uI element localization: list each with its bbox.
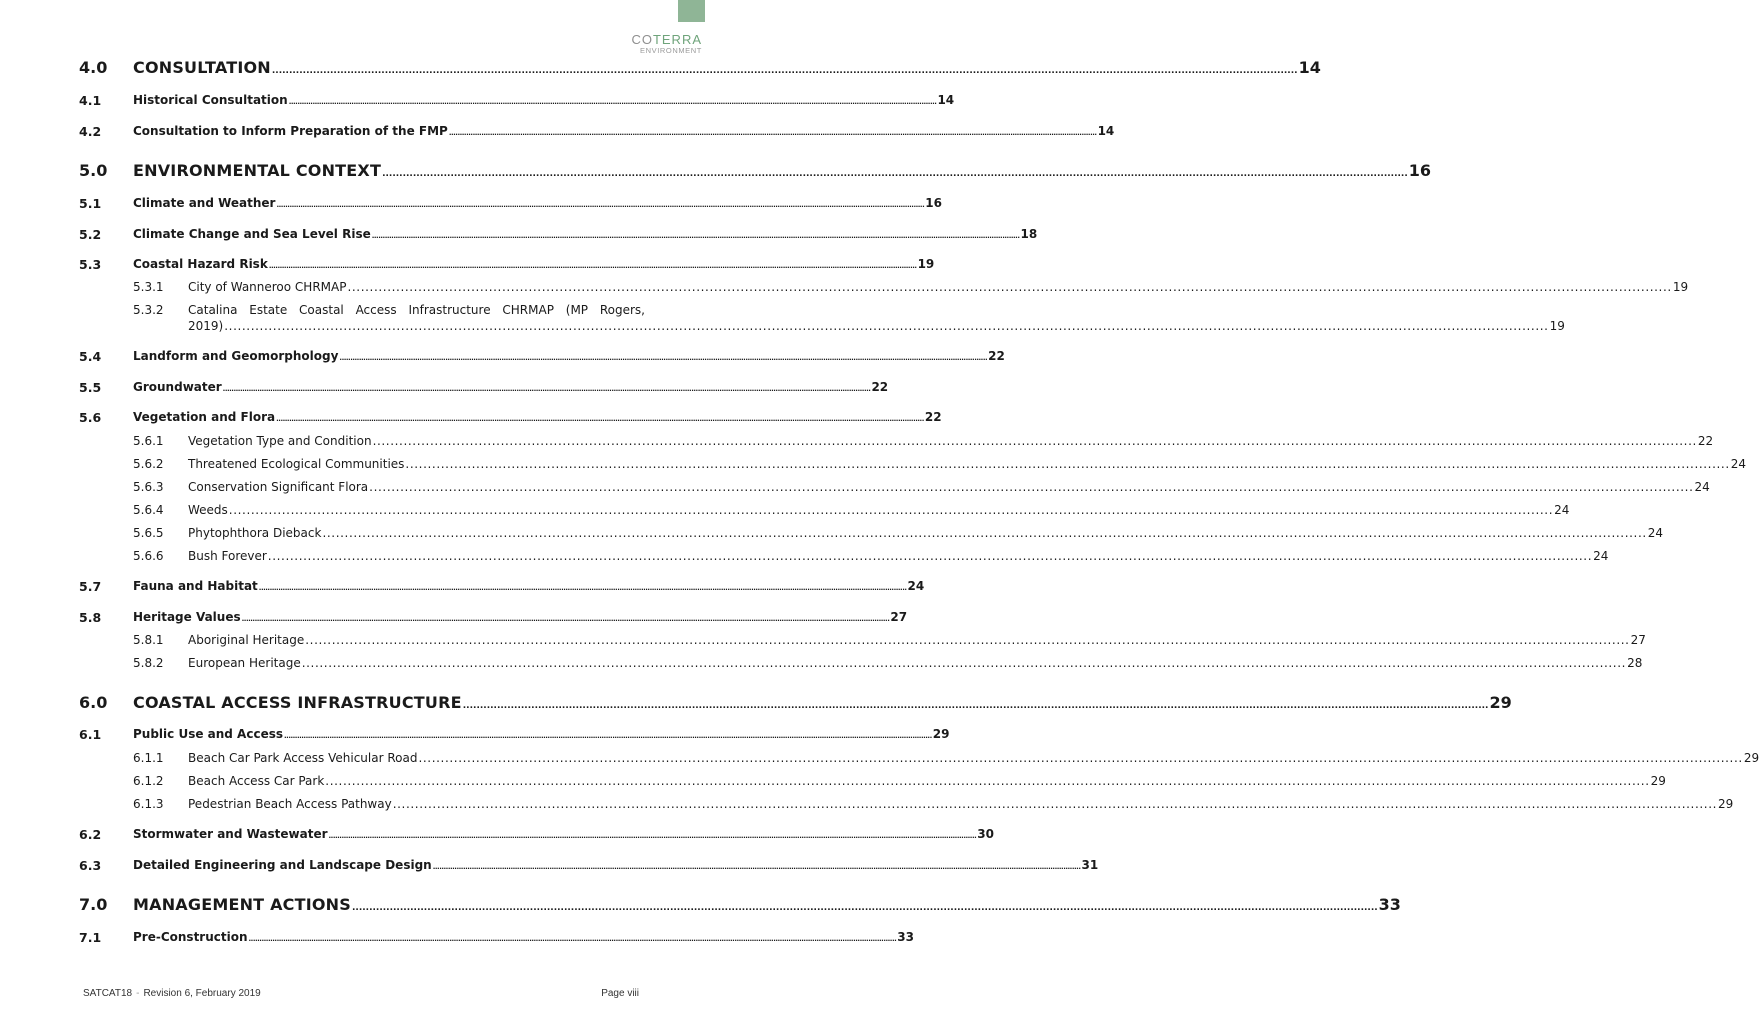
toc-page-number: 24 <box>1730 457 1747 471</box>
toc-title: Pre-Construction <box>133 930 248 944</box>
toc-title: ENVIRONMENTAL CONTEXT <box>133 161 382 180</box>
toc-number: 5.7 <box>79 579 102 594</box>
toc-page-number: 14 <box>1298 58 1321 77</box>
toc-title: Weeds <box>188 503 228 517</box>
toc-page-number: 14 <box>1097 124 1115 138</box>
dot-leader: ............................................................................................................................................................................................................................................................................................................ <box>462 701 1489 711</box>
dot-leader: ............................................................................................................................................................................................................................................................................................................ <box>288 98 937 106</box>
toc-page-number: 19 <box>1549 319 1565 333</box>
dot-leader: ............................................................................................................................................................................................................................................................................................................ <box>325 774 1650 788</box>
toc-page-number: 33 <box>1378 895 1401 914</box>
toc-number: 5.0 <box>79 161 108 180</box>
toc-number: 5.6 <box>79 410 102 425</box>
toc-number: 7.0 <box>79 895 108 914</box>
dot-leader: ............................................................................................................................................................................................................................................................................................................ <box>369 480 1694 494</box>
toc-title: Public Use and Access <box>133 727 283 741</box>
dot-leader: ............................................................................................................................................................................................................................................................................................................ <box>301 656 1627 670</box>
toc-title: MANAGEMENT ACTIONS <box>133 895 351 914</box>
toc-title: Phytophthora Dieback <box>188 526 322 540</box>
toc-title: Climate Change and Sea Level Rise <box>133 227 371 241</box>
toc-title: Vegetation and Flora <box>133 410 276 424</box>
dot-leader: ............................................................................................................................................................................................................................................................................................................ <box>347 280 1672 294</box>
footer-doc-code: SATCAT18 <box>83 988 133 999</box>
toc-number: 6.0 <box>79 693 108 712</box>
toc-number: 5.3 <box>79 257 102 272</box>
toc-number: 5.8.1 <box>133 633 164 647</box>
toc-number: 5.6.4 <box>133 503 164 517</box>
toc-title: Vegetation Type and Condition <box>188 434 372 448</box>
dot-leader: ............................................................................................................................................................................................................................................................................................................ <box>372 434 1697 448</box>
dot-leader: ............................................................................................................................................................................................................................................................................................................ <box>228 503 1554 517</box>
toc-number: 5.8.2 <box>133 656 164 670</box>
dot-leader: ............................................................................................................................................................................................................................................................................................................ <box>222 385 871 393</box>
toc-title: Coastal Hazard Risk <box>133 257 268 271</box>
toc-number: 4.1 <box>79 93 102 108</box>
footer-separator: - <box>136 988 140 999</box>
toc-number: 5.8 <box>79 610 102 625</box>
toc-page-number: 31 <box>1081 858 1099 872</box>
toc-title: European Heritage <box>188 656 301 670</box>
toc-number: 5.6.6 <box>133 549 164 563</box>
corner-tab <box>678 0 705 22</box>
toc-number: 5.5 <box>79 380 102 395</box>
toc-title: Fauna and Habitat <box>133 579 258 593</box>
toc-page-number: 24 <box>1647 526 1664 540</box>
dot-leader: ............................................................................................................................................................................................................................................................................................................ <box>392 797 1718 811</box>
dot-leader: ............................................................................................................................................................................................................................................................................................................ <box>432 863 1081 871</box>
toc-number: 6.1 <box>79 727 102 742</box>
toc-number: 5.3.2 <box>133 303 164 317</box>
dot-leader: ............................................................................................................................................................................................................................................................................................................ <box>351 903 1378 913</box>
dot-leader: ............................................................................................................................................................................................................................................................................................................ <box>267 549 1593 563</box>
toc-number: 5.6.2 <box>133 457 164 471</box>
dot-leader: ............................................................................................................................................................................................................................................................................................................ <box>322 526 1647 540</box>
dot-leader: ............................................................................................................................................................................................................................................................................................................ <box>258 584 907 592</box>
toc-page-number: 16 <box>1408 161 1432 180</box>
toc-page-number: 19 <box>1672 280 1689 294</box>
toc-number: 5.6.5 <box>133 526 164 540</box>
dot-leader: ............................................................................................................................................................................................................................................................................................................ <box>405 457 1730 471</box>
dot-leader: ............................................................................................................................................................................................................................................................................................................ <box>276 201 925 209</box>
toc-title: Groundwater <box>133 380 222 394</box>
toc-number: 5.6.1 <box>133 434 164 448</box>
dot-leader: ............................................................................................................................................................................................................................................................................................................ <box>284 732 932 740</box>
dot-leader: ............................................................................................................................................................................................................................................................................................................ <box>271 66 1298 76</box>
dot-leader: ............................................................................................................................................................................................................................................................................................................ <box>448 129 1097 137</box>
toc-page-number: 19 <box>917 257 935 271</box>
toc-title: Threatened Ecological Communities <box>188 457 405 471</box>
footer-revision: Revision 6, February 2019 <box>143 988 261 999</box>
toc-title-line1: Catalina Estate Coastal Access Infrastructure CHRMAP (MP Rogers, <box>188 303 645 317</box>
toc-page-number: 24 <box>1554 503 1570 517</box>
toc-page-number: 29 <box>1489 693 1512 712</box>
toc-page-number: 18 <box>1020 227 1038 241</box>
dot-leader: ............................................................................................................................................................................................................................................................................................................ <box>382 169 1408 179</box>
toc-page-number: 14 <box>937 93 955 107</box>
toc-number: 6.1.1 <box>133 751 164 765</box>
toc-title: Conservation Significant Flora <box>188 480 369 494</box>
dot-leader: ............................................................................................................................................................................................................................................................................................................ <box>268 262 917 270</box>
toc-title: Climate and Weather <box>133 196 276 210</box>
toc-title: CONSULTATION <box>133 58 271 77</box>
toc-title: Heritage Values <box>133 610 241 624</box>
toc-title: Beach Car Park Access Vehicular Road <box>188 751 418 765</box>
toc-number: 6.2 <box>79 827 102 842</box>
footer-page-label: Page viii <box>601 988 639 999</box>
toc-page-number: 29 <box>1718 797 1734 811</box>
toc-title: COASTAL ACCESS INFRASTRUCTURE <box>133 693 462 712</box>
toc-number: 6.1.3 <box>133 797 164 811</box>
toc-number: 6.3 <box>79 858 102 873</box>
toc-number: 6.1.2 <box>133 774 164 788</box>
dot-leader: ............................................................................................................................................................................................................................................................................................................ <box>328 832 977 840</box>
dot-leader: ............................................................................................................................................................................................................................................................................................................ <box>241 615 890 623</box>
toc-title: Stormwater and Wastewater <box>133 827 328 841</box>
dot-leader: ............................................................................................................................................................................................................................................................................................................ <box>339 354 988 362</box>
logo-subtitle: ENVIRONMENT <box>639 46 702 55</box>
toc-page-number: 29 <box>1743 751 1759 765</box>
toc-number: 7.1 <box>79 930 102 945</box>
dot-leader: ............................................................................................................................................................................................................................................................................................................ <box>248 935 897 943</box>
toc-number: 5.4 <box>79 349 102 364</box>
dot-leader: ............................................................................................................................................................................................................................................................................................................ <box>371 232 1020 240</box>
toc-number: 5.1 <box>79 196 102 211</box>
dot-leader: ............................................................................................................................................................................................................................................................................................................ <box>305 633 1630 647</box>
toc-number: 4.0 <box>79 58 108 77</box>
toc-page-number: 27 <box>1630 633 1646 647</box>
toc-page-number: 16 <box>925 196 942 210</box>
company-logo <box>631 33 702 55</box>
toc-page-number: 27 <box>890 610 908 624</box>
toc-number: 5.3.1 <box>133 280 164 294</box>
footer-document-info <box>83 988 261 999</box>
dot-leader: ............................................................................................................................................................................................................................................................................................................ <box>224 319 1549 333</box>
toc-title-line2: 2019) <box>188 319 224 333</box>
dot-leader: ............................................................................................................................................................................................................................................................................................................ <box>418 751 1743 765</box>
toc-title: Historical Consultation <box>133 93 288 107</box>
toc-title: Aboriginal Heritage <box>188 633 305 647</box>
toc-title: Bush Forever <box>188 549 267 563</box>
toc-page-number: 24 <box>907 579 925 593</box>
toc-title: Beach Access Car Park <box>188 774 325 788</box>
toc-page-number: 22 <box>924 410 942 424</box>
toc-page-number: 22 <box>988 349 1005 363</box>
logo-wordmark: COTERRA <box>631 32 702 47</box>
toc-page-number: 29 <box>932 727 950 741</box>
toc-page-number: 24 <box>1694 480 1710 494</box>
toc-page-number: 22 <box>1697 434 1714 448</box>
toc-title: Detailed Engineering and Landscape Design <box>133 858 432 872</box>
toc-title: City of Wanneroo CHRMAP <box>188 280 347 294</box>
toc-title: Consultation to Inform Preparation of the FMP <box>133 124 448 138</box>
toc-title: Pedestrian Beach Access Pathway <box>188 797 392 811</box>
toc-page-number: 29 <box>1650 774 1666 788</box>
dot-leader: ............................................................................................................................................................................................................................................................................................................ <box>276 415 924 423</box>
toc-number: 5.6.3 <box>133 480 164 494</box>
toc-page-number: 33 <box>897 930 914 944</box>
toc-page-number: 30 <box>977 827 994 841</box>
toc-page-number: 22 <box>871 380 889 394</box>
toc-number: 5.2 <box>79 227 102 242</box>
toc-number: 4.2 <box>79 124 102 139</box>
toc-title: Landform and Geomorphology <box>133 349 339 363</box>
toc-page-number: 24 <box>1593 549 1609 563</box>
toc-page-number: 28 <box>1627 656 1643 670</box>
